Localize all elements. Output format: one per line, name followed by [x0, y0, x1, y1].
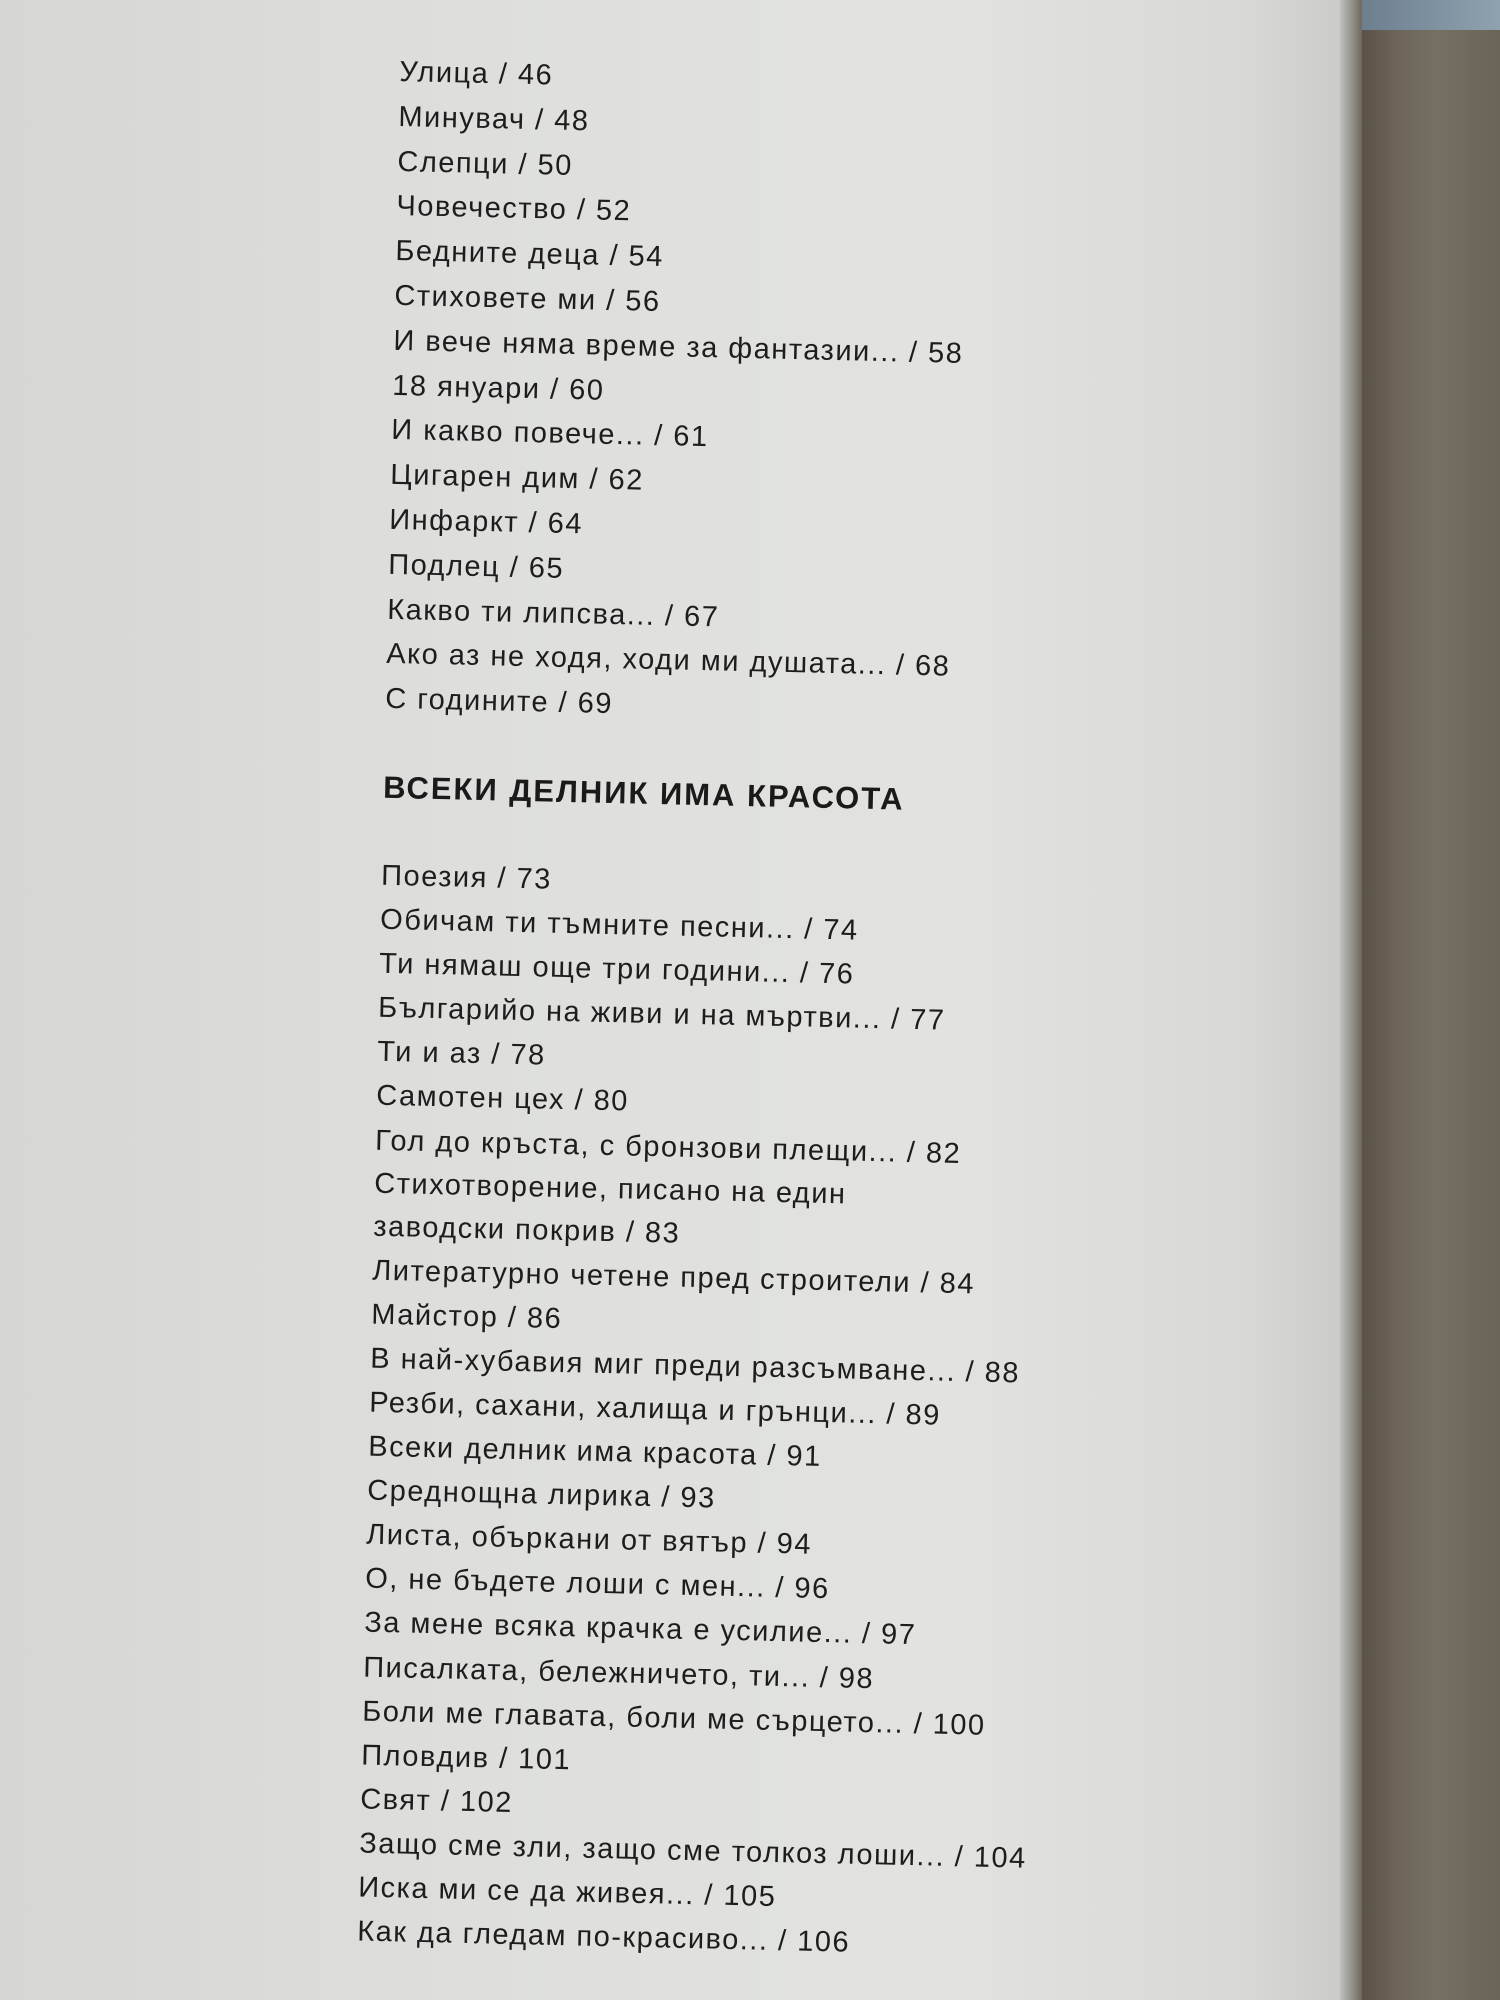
- toc-entry: Българийо на живи и на мъртви... / 77: [377, 991, 946, 1037]
- toc-entry: С годините / 69: [384, 682, 614, 721]
- toc-entry: Свят / 102: [359, 1783, 514, 1819]
- toc-entry: Минувач / 48: [398, 100, 590, 138]
- toc-entry: Майстор / 86: [370, 1298, 563, 1335]
- toc-entry: Поезия / 73: [380, 859, 553, 896]
- toc-entry: Всеки делник има красота / 91: [367, 1430, 823, 1474]
- table-of-contents: [357, 50, 1160, 1971]
- toc-entry: Цигарен дим / 62: [389, 459, 645, 497]
- section-heading: ВСЕКИ ДЕЛНИК ИМА КРАСОТА: [382, 769, 906, 817]
- toc-entry: Среднощна лирика / 93: [366, 1474, 717, 1515]
- toc-entry: О, не бъдете лоши с мен... / 96: [364, 1562, 831, 1606]
- toc-entry: Ти и аз / 78: [376, 1036, 547, 1072]
- page-edge: [1340, 0, 1362, 2000]
- toc-entry: Улица / 46: [399, 55, 554, 92]
- toc-entry: Инфаркт / 64: [388, 503, 584, 541]
- toc-group-1: [385, 50, 1160, 739]
- toc-entry: Защо сме зли, защо сме толкоз лоши... / 104: [358, 1827, 1028, 1875]
- toc-entry: Самотен цех / 80: [375, 1080, 630, 1118]
- toc-entry: Ако аз не ходя, ходи ми душата... / 68: [385, 638, 951, 683]
- toc-entry: Пловдив / 101: [360, 1739, 572, 1777]
- binding-top-strip: [1362, 0, 1500, 30]
- toc-entry: В най-хубавия миг преди разсъмване... / 88: [369, 1342, 1021, 1390]
- toc-group-2: [357, 854, 1142, 1971]
- toc-entry: Бедните деца / 54: [395, 235, 665, 274]
- book-binding: [1362, 0, 1500, 2000]
- toc-entry: Листа, объркани от вятър / 94: [365, 1518, 813, 1561]
- toc-entry: Писалката, бележничето, ти... / 98: [362, 1651, 875, 1695]
- toc-entry: Какво ти липсва... / 67: [386, 593, 720, 633]
- toc-entry: Слепци / 50: [397, 145, 574, 182]
- toc-entry: И какво повече... / 61: [391, 414, 709, 454]
- toc-entry: Иска ми се да живея... / 105: [357, 1871, 777, 1914]
- toc-entry: Подлец / 65: [387, 548, 565, 585]
- toc-entry-continuation: заводски покрив / 83: [372, 1210, 681, 1250]
- toc-entry: Ти нямаш още три години... / 76: [378, 947, 855, 991]
- toc-entry: И вече няма време за фантазии... / 58: [393, 324, 964, 370]
- toc-entry: Литературно четене пред строители / 84: [371, 1254, 976, 1301]
- toc-entry: Човечество / 52: [396, 190, 632, 228]
- toc-entry: Обичам ти тъмните песни... / 74: [379, 903, 859, 947]
- toc-entry: Стихотворение, писано на един: [373, 1167, 847, 1211]
- toc-entry: Резби, сахани, халища и грънци... / 89: [368, 1386, 942, 1432]
- toc-entry: За мене всяка крачка е усилие... / 97: [363, 1607, 917, 1652]
- toc-entry: Боли ме главата, боли ме сърцето... / 100: [361, 1695, 987, 1742]
- toc-entry: Как да гледам по-красиво... / 106: [356, 1915, 851, 1959]
- toc-entry: Гол до кръста, с бронзови плещи... / 82: [374, 1124, 962, 1170]
- toc-entry: 18 януари / 60: [392, 369, 605, 407]
- toc-entry: Стиховете ми / 56: [394, 279, 661, 318]
